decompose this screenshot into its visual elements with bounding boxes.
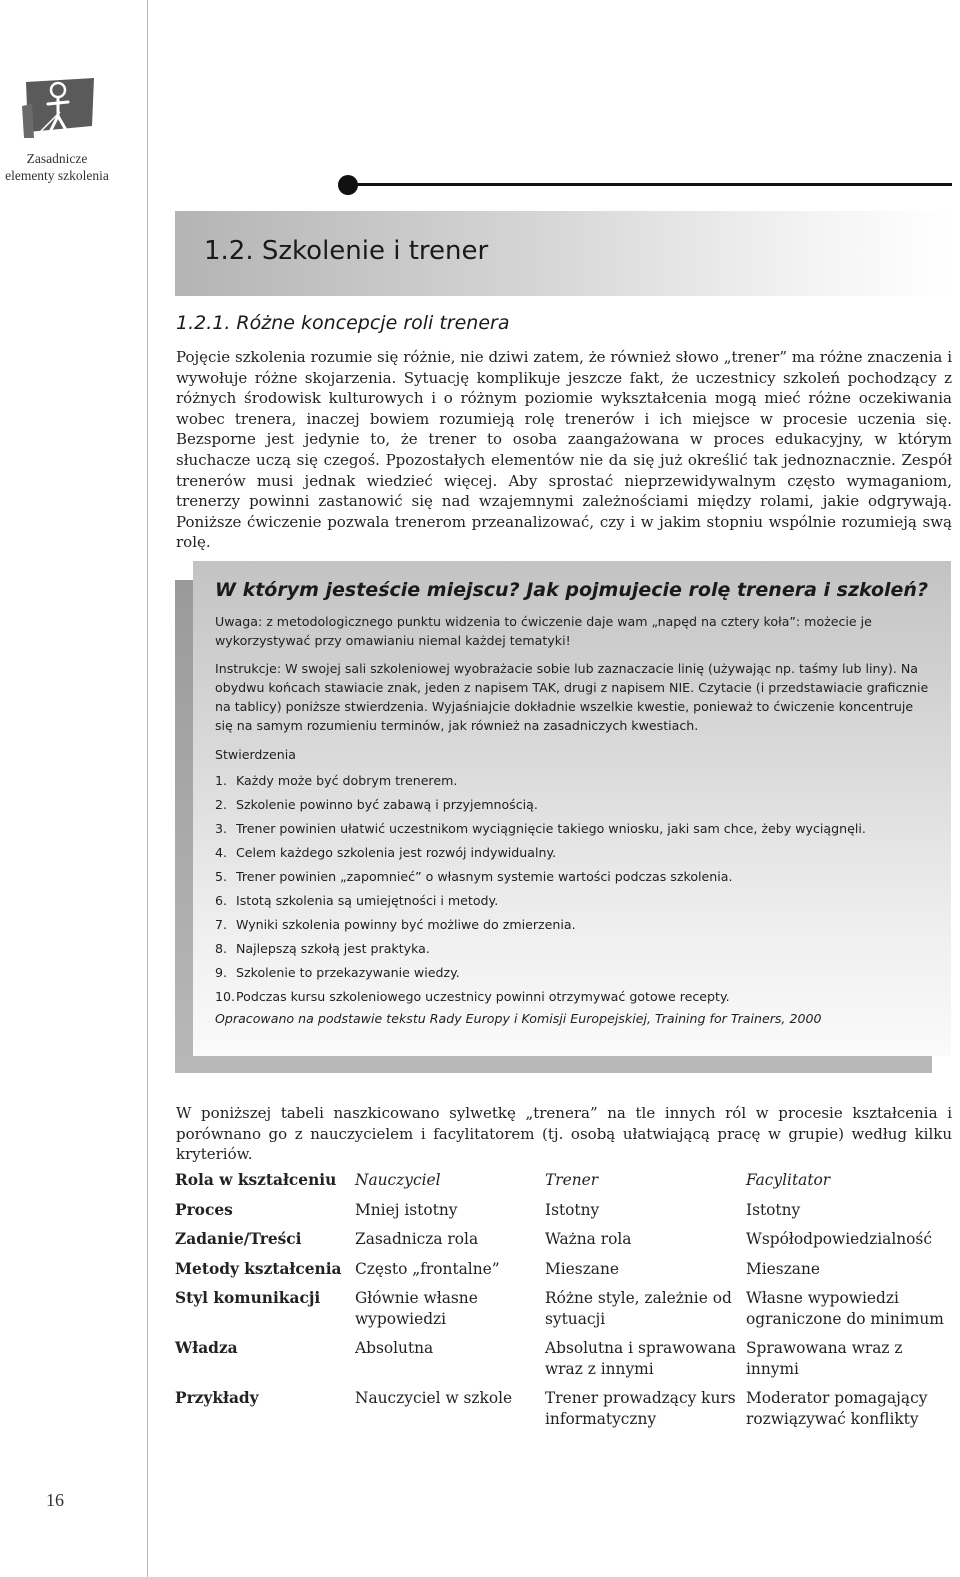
exercise-source: Opracowano na podstawie tekstu Rady Europy i Komisji Europejskiej, Training for Trainers, 2000 (215, 1011, 822, 1026)
row-label-cell: Zadanie/Treści (175, 1230, 302, 1248)
list-item: 10.Podczas kursu szkoleniowego uczestnicy powinni otrzymywać gotowe recepty. (215, 989, 730, 1004)
table-cell: Istotny (746, 1200, 801, 1219)
exercise-instructions: Instrukcje: W swojej sali szkoleniowej wyobrażacie sobie lub zaznaczacie linię (używając np. taśmy lub liny). Na obydwu końcach stawiacie znak, jeden z napisem TAK, drugi z napisem NIE. Czytacie (i przedstawiacie graficznie na tablicy) poniższe stwierdzenia. Wyjaśniajcie dokładnie wszelkie kwestie, ponieważ to ćwiczenie koncentruje się na samym rozumieniu terminów, jak również na zasadniczych kwestiach. (215, 661, 929, 733)
list-item: 2. Szkolenie powinno być zabawą i przyjemnością. (215, 797, 538, 812)
exercise-note: Uwaga: z metodologicznego punktu widzenia to ćwiczenie daje wam „napęd na cztery koła”: możecie je wykorzystywać przy omawianiu niemal każdej tematyki! (215, 614, 872, 648)
table-cell: Różne style, zależnie od sytuacji (545, 1289, 732, 1328)
list-item: 4. Celem każdego szkolenia jest rozwój indywidualny. (215, 845, 557, 860)
list-item: 5. Trener powinien „zapomnieć” o własnym systemie wartości podczas szkolenia. (215, 869, 733, 884)
table-cell: Mniej istotny (355, 1200, 458, 1219)
table-cell: Moderator pomagający rozwiązywać konflikty (746, 1389, 928, 1428)
header-cell: Rola w kształceniu (175, 1171, 337, 1189)
intro-paragraph: Pojęcie szkolenia rozumie się różnie, nie dziwi zatem, że również słowo „trener” ma różne znaczenia i wywołuje różne skojarzenia. Sytuację komplikuje jeszcze fakt, że uczestnicy szkoleń pochodzący z różnych środowisk kulturowych i o różnym poziomie wykształcenia mogą mieć różne oczekiwania wobec trenera, inaczej bowiem rozumieją rolę trenerów i ich miejsce w procesie uczenia się. Bezsporne jest jedynie to, że trener to osoba zaangażowana w proces edukacyjny, w którym słuchacze uczą się czegoś. Ppozostałych elementów nie da się już określić tak jednoznacznie. Zespół trenerów musi jednak wiedzieć więcej. Aby sprostać nieprzewidywalnym często wymaganiom, trenerzy powinni zastanowić się nad wzajemnymi zależnościami między rolami, jakie odgrywają. Poniższe ćwiczenie pozwala trenerom przeanalizować, czy i w jakim stopniu wspólnie rozumieją swą rolę. (176, 348, 952, 552)
row-label-cell: Styl komunikacji (175, 1289, 321, 1307)
exercise-title: W którym jesteście miejscu? Jak pojmujecie rolę trenera i szkoleń? (215, 579, 928, 601)
list-item: 7. Wyniki szkolenia powinny być możliwe do zmierzenia. (215, 917, 576, 932)
section-title: 1.2. Szkolenie i trener (204, 236, 489, 266)
table-cell: Sprawowana wraz z innymi (746, 1339, 903, 1378)
statements-heading: Stwierdzenia (215, 747, 296, 762)
list-item: 9. Szkolenie to przekazywanie wiedzy. (215, 965, 460, 980)
table-cell: Współodpowiedzialność (746, 1230, 932, 1248)
table-row (175, 1229, 960, 1259)
table-cell: Własne wypowiedzi ograniczone do minimum (746, 1289, 944, 1328)
table-cell: Absolutna i sprawowana wraz z innymi (545, 1339, 737, 1378)
list-item: 8. Najlepszą szkołą jest praktyka. (215, 941, 430, 956)
table-cell: Mieszane (545, 1259, 619, 1278)
subsection-title: 1.2.1. Różne koncepcje roli trenera (176, 312, 510, 334)
table-cell: Ważna rola (545, 1230, 632, 1248)
table-row (175, 1388, 960, 1438)
table-row (175, 1200, 960, 1230)
margin-rule (147, 0, 148, 1577)
table-cell: Głównie własne wypowiedzi (355, 1289, 478, 1328)
header-cell: Nauczyciel (355, 1171, 441, 1189)
list-item: 1. Każdy może być dobrym trenerem. (215, 773, 458, 788)
side-label-line2: elementy szkolenia (5, 168, 109, 183)
table-row (175, 1288, 960, 1338)
page-number: 16 (46, 1490, 64, 1510)
side-label-line1: Zasadnicze (26, 151, 88, 166)
table-intro-paragraph: W poniższej tabeli naszkicowano sylwetkę „trenera” na tle innych ról w procesie kształcenia i porównano go z nauczycielem i facylitatorem (tj. osobą ułatwiającą pracę w grupie) według kilku kryteriów. (176, 1104, 952, 1164)
header-cell: Facylitator (746, 1171, 831, 1189)
statements-list (215, 771, 931, 1011)
table-cell: Zasadnicza rola (355, 1230, 479, 1248)
list-item: 6. Istotą szkolenia są umiejętności i metody. (215, 893, 499, 908)
header-rule-line (348, 183, 952, 186)
table-cell: Nauczyciel w szkole (355, 1389, 513, 1407)
section-side-label (0, 150, 114, 184)
table-row (175, 1259, 960, 1289)
table-cell: Mieszane (746, 1259, 820, 1278)
header-cell: Trener (545, 1171, 599, 1189)
table-cell: Absolutna (355, 1339, 434, 1357)
exercise-box (193, 561, 951, 1056)
table-row (175, 1338, 960, 1388)
row-label-cell: Metody kształcenia (175, 1259, 342, 1278)
person-figure-icon (20, 76, 96, 140)
list-item: 3. Trener powinien ułatwić uczestnikom wyciągnięcie takiego wniosku, jaki sam chce, żeby wyciągnęli. (215, 821, 866, 836)
comparison-table (175, 1170, 960, 1438)
table-header-row (175, 1170, 960, 1200)
row-label-cell: Przykłady (175, 1389, 259, 1407)
row-label-cell: Proces (175, 1200, 233, 1219)
table-cell: Trener prowadzący kurs informatyczny (545, 1389, 736, 1428)
table-cell: Często „frontalne” (355, 1259, 500, 1278)
row-label-cell: Władza (175, 1339, 238, 1357)
table-cell: Istotny (545, 1200, 600, 1219)
